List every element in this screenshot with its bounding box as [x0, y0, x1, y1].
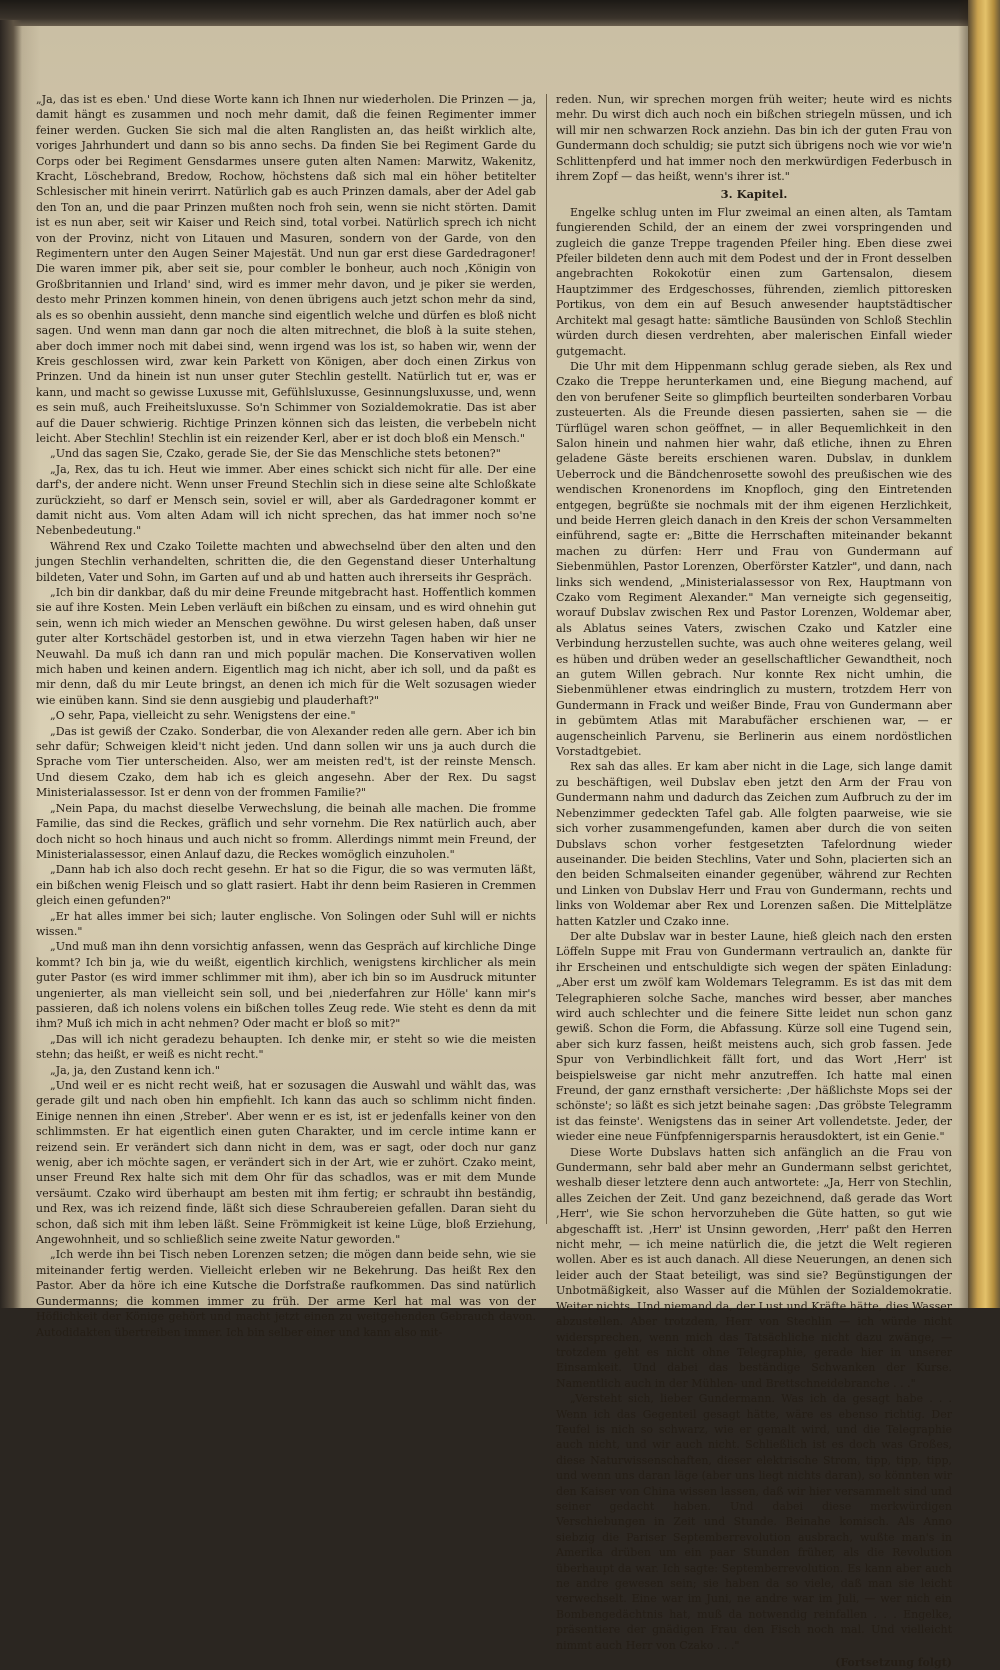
- paragraph: Während Rex und Czako Toilette machten und abwechselnd über den alten und den jungen Stechlin verhandelten, schritten die, die den Gegenstand dieser Unterhaltung bildeten, Vater und Sohn, im Garten auf und ab und hatten auch ihrerseits ihr Gespräch.: [36, 539, 536, 584]
- paragraph: „Nein Papa, du machst dieselbe Verwechslung, die beinah alle machen. Die fromme Familie, das sind die Reckes, gräflich und sehr vornehm. Die Rex natürlich auch, aber doch nicht so hoch hinaus und auch nicht so fromm. Allerdings nimmt mein Freund, der Ministerialassessor, einen Anlauf dazu, die Reckes womöglich einzuholen.": [36, 801, 536, 861]
- paragraph: „Und das sagen Sie, Czako, gerade Sie, der Sie das Menschliche stets betonen?": [50, 447, 501, 461]
- left-text-column: [36, 92, 536, 1339]
- binding-spine: [968, 0, 1000, 1308]
- paragraph: „Dann hab ich also doch recht gesehn. Er hat so die Figur, die so was vermuten läßt, ein bißchen wenig Fleisch und so glatt rasiert. Habt ihr denn beim Rasieren in Cremmen gleich einen gefunden?": [36, 863, 536, 908]
- paragraph: Der alte Dubslav war in bester Laune, hieß gleich nach den ersten Löffeln Suppe mit Frau von Gundermann vertraulich an, dankte für ihr Erscheinen und entschuldigte sich wegen der späten Einladung: „Aber erst um zwölf kam Woldemars Telegramm. Es ist das mit dem Telegraphieren solche Sache, manches wird besser, aber manches wird auch schlechter und die feinere Sitte leidet nun schon ganz gewiß. Schon die Form, die Abfassung. Kürze soll eine Tugend sein, aber sich kurz fassen, heißt meistens auch, sich grob fassen. Jede Spur von Verbindlichkeit fällt fort, und das Wort ‚Herr' ist beispielsweise gar nicht mehr anzutreffen. Ich hatte mal einen Freund, der ganz ernsthaft versicherte: ‚Der häßlichste Mops sei der schönste'; so läßt es sich jetzt beinahe sagen: ‚Das gröbste Telegramm ist das feinste'. Wenigstens das in seiner Art vollendetste. Jeder, der wieder eine neue Fünfpfennigersparnis herausdoktert, ist ein Genie.": [556, 929, 952, 1144]
- page-left-edge: [0, 20, 22, 1308]
- continuation-note: (Fortsetzung folgt): [835, 1656, 952, 1670]
- paragraph: Engelke schlug unten im Flur zweimal an einen alten, als Tamtam fungierenden Schild, der an einem der zwei vorspringenden und zugleich die ganze Treppe tragenden Pfeiler hing. Eben diese zwei Pfeiler bildeten denn auch mit dem Podest und der in Front desselben angebrachten Rokokotür einen zum Gartensalon, diesem Hauptzimmer des Erdgeschosses, führenden, ziemlich pittoresken Portikus, von dem ein auf Besuch anwesender hauptstädtischer Architekt mal gesagt hatte: sämtliche Bausünden von Schloß Stechlin würden durch diesen verdrehten, aber malerischen Einfall wieder gutgemacht.: [556, 205, 952, 358]
- paragraph: „Er hat alles immer bei sich; lauter englische. Von Solingen oder Suhl will er nichts wissen.": [36, 909, 536, 938]
- paragraph: Die Uhr mit dem Hippenmann schlug gerade sieben, als Rex und Czako die Treppe herunterkamen und, eine Biegung machend, auf den von berufener Seite so glimpflich beurteilten sonderbaren Vorbau zusteuerten. Als die Freunde diesen passierten, sahen sie — die Türflügel waren schon geöffnet, — in aller Bequemlichkeit in den Salon hinein und nahmen hier wahr, daß etliche, ihnen zu Ehren geladene Gäste bereits erschienen waren. Dubslav, in dunklem Ueberrock und die Bändchenrosette sowohl des preußischen wie des wendischen Kronenordens im Knopfloch, ging den Eintretenden entgegen, begrüßte sie nochmals mit der ihm eigenen Herzlichkeit, und beide Herren gleich danach in den Kreis der schon Versammelten einführend, sagte er: „Bitte die Herrschaften miteinander bekannt machen zu dürfen: Herr und Frau von Gundermann auf Siebenmühlen, Pastor Lorenzen, Oberförster Katzler", und dann, nach links sich wendend, „Ministerialassessor von Rex, Hauptmann von Czako vom Regiment Alexander." Man verneigte sich gegenseitig, worauf Dubslav zwischen Rex und Pastor Lorenzen, Woldemar aber, als Ablatus seines Vaters, zwischen Czako und Katzler eine Verbindung herzustellen suchte, was auch ohne weiteres gelang, weil es hüben und drüben weder an gesellschaftlicher Gewandtheit, noch an gutem Willen gebrach. Nur konnte Rex nicht umhin, die Siebenmühlener etwas eindringlich zu mustern, trotzdem Herr von Gundermann in Frack und weißer Binde, Frau von Gundermann aber in gebümtem Atlas mit Marabufächer erschienen war, — er augenscheinlich Parvenu, sie Berlinerin aus einem nordöstlichen Vorstadtgebiet.: [556, 359, 952, 759]
- top-shadow-band: [0, 0, 968, 26]
- paragraph: Diese Worte Dubslavs hatten sich anfänglich an die Frau von Gundermann, sehr bald aber mehr an Gundermann selbst gerichtet, weshalb dieser letztere denn auch antwortete: „Ja, Herr von Stechlin, alles Zeichen der Zeit. Und ganz bezeichnend, daß gerade das Wort ‚Herr', wie Sie schon hervorzuheben die Güte hatten, so gut wie abgeschafft ist. ‚Herr' ist Unsinn geworden, ‚Herr' paßt den Herren nicht mehr, — ich meine natürlich die, die jetzt die Welt regieren wollen. Aber es ist auch danach. All diese Neuerungen, an denen sich leider auch der Staat beteiligt, was sind sie? Begünstigungen der Unbotmäßigkeit, also Wasser auf die Mühlen der Sozialdemokratie. Weiter nichts. Und niemand da, der Lust und Kräfte hätte, dies Wasser abzustellen. Aber trotzdem, Herr von Stechlin — ich würde nicht widersprechen, wenn mich das Tatsächliche nicht dazu zwänge, — trotzdem geht es nicht ohne Telegraphie, gerade hier in unserer Einsamkeit. Und dabei das beständige Schwanken der Kurse. Namentlich auch in der Mühlen- und Brettschneidebranche . . .": [556, 1145, 952, 1390]
- paragraph: „Ja, ja, den Zustand kenn ich.": [50, 1063, 220, 1077]
- chapter-heading: 3. Kapitel.: [720, 187, 788, 202]
- paragraph: „Versteht sich, lieber Gundermann. Was ich da gesagt habe . . . Wenn ich das Gegenteil gesagt hätte, wäre es ebenso richtig. Der Teufel is nich so schwarz, wie er gemalt wird, und die Telegraphie auch nicht, und wir auch nicht. Schließlich ist es doch was Großes, diese Naturwissenschaften, dieser elektrische Strom, tipp, tipp, tipp, und wenn uns daran läge (aber uns liegt nichts daran), so könnten wir den Kaiser von China wissen lassen, daß wir hier versammelt sind und seiner gedacht haben. Und dabei diese merkwürdigen Verschiebungen in Zeit und Stunde. Beinahe komisch. Als Anno siebzig die Pariser Septemberrevolution ausbrach, wußte man's in Amerika drüben um ein paar Stunden früher, als die Revolution überhaupt da war. Ich sagte: Septemberrevolution. Es kann aber auch ne andre gewesen sein; sie haben da so viele, daß man sie leicht verwechselt. Eine war im Juni, ne andre war im Juli, — wer nich ein Bombengedächtnis hat, muß da notwendig reinfallen . . . Engelke, präsentiere der gnädigen Frau den Fisch noch mal. Und vielleicht nimmt auch Herr von Czako . . .": [556, 1392, 952, 1652]
- paragraph: „Das will ich nicht geradezu behaupten. Ich denke mir, er steht so wie die meisten stehn; das heißt, er weiß es nicht recht.": [36, 1032, 536, 1062]
- paragraph: „O sehr, Papa, vielleicht zu sehr. Wenigstens der eine.": [50, 709, 356, 723]
- paragraph: „Und weil er es nicht recht weiß, hat er sozusagen die Auswahl und wählt das, was gerade gilt und nach oben hin empfiehlt. Ich kann das auch so schlimm nicht finden. Einige nennen ihn einen ‚Streber'. Aber wenn er es ist, ist er jedenfalls keiner von den schlimmsten. Er hat eigentlich einen guten Charakter, und im cercle intime kann er reizend sein. Er verändert sich dann nicht in dem, was er sagt, oder doch nur ganz wenig, aber ich möchte sagen, er verändert sich in der Art, wie er zuhört. Czako meint, unser Freund Rex halte sich mit dem Ohr für das schadlos, was er mit dem Munde versäumt. Czako wird überhaupt am besten mit ihm fertig; er schraubt ihn beständig, und Rex, was ich reizend finde, läßt sich diese Schraubereien gefallen. Daran sieht du schon, daß sich mit ihm leben läßt. Seine Frömmigkeit ist keine Lüge, bloß Erziehung, Angewohnheit, und so schließlich seine zweite Natur geworden.": [36, 1079, 536, 1247]
- paragraph: Rex sah das alles. Er kam aber nicht in die Lage, sich lange damit zu beschäftigen, weil Dubslav eben jetzt den Arm der Frau von Gundermann nahm und dadurch das Zeichen zum Aufbruch zu der im Nebenzimmer gedeckten Tafel gab. Alle folgten paarweise, wie sie sich vorher zusammengefunden, kamen aber durch die von seiten Dubslavs schon vorher festgesetzten Tafelordnung wieder auseinander. Die beiden Stechlins, Vater und Sohn, placierten sich an den beiden Schmalseiten einander gegenüber, während zur Rechten und Linken von Dubslav Herr und Frau von Gundermann, rechts und links von Woldemar aber Rex und Lorenzen saßen. Die Mittelplätze hatten Katzler und Czako inne.: [556, 760, 952, 928]
- paragraph-intro: reden. Nun, wir sprechen morgen früh weiter; heute wird es nichts mehr. Du wirst dich auch noch ein bißchen striegeln müssen, und ich will mir nen schwarzen Rock anziehn. Das bin ich der guten Frau von Gundermann doch schuldig; sie putzt sich übrigens noch wie vor wie'n Schlittenpferd und hat immer noch den merkwürdigen Federbusch in ihrem Zopf — das heißt, wenn's ihrer ist.": [556, 93, 952, 184]
- paragraph: „Und muß man ihn denn vorsichtig anfassen, wenn das Gespräch auf kirchliche Dinge kommt? Ich bin ja, wie du weißt, eigentlich kirchlich, wenigstens kirchlicher als mein guter Pastor (es wird immer schlimmer mit ihm), aber ich bin so im Ausdruck mitunter ungenierter, als man vielleicht sein soll, und bei ‚niederfahren zur Hölle' kann mir's passieren, daß ich nolens volens ein bißchen tolles Zeug rede. Wie steht es denn da mit ihm? Muß ich mich in acht nehmen? Oder macht er bloß so mit?": [36, 940, 536, 1031]
- paragraph: „Ich bin dir dankbar, daß du mir deine Freunde mitgebracht hast. Hoffentlich kommen sie auf ihre Kosten. Mein Leben verläuft ein bißchen zu einsam, und es wird ohnehin gut sein, wenn ich mich wieder an Menschen gewöhne. Du wirst gelesen haben, daß unser guter alter Kortschädel gestorben ist, und in etwa vierzehn Tagen haben wir hier ne Neuwahl. Da muß ich dann ran und mich populär machen. Die Konservativen wollen mich haben und keinen andern. Eigentlich mag ich nicht, aber ich soll, und da paßt es mir denn, daß du mir Leute bringst, an denen ich mich für die Welt sozusagen wieder wie einüben kann. Sind sie denn ausgiebig und plauderhaft?": [36, 586, 536, 707]
- paragraph: „Ja, das ist es eben.' Und diese Worte kann ich Ihnen nur wiederholen. Die Prinzen — ja, damit hängt es zusammen und noch mehr damit, daß die feinen Regimenter immer feiner werden. Gucken Sie sich mal die alten Ranglisten an, das heißt wirklich alte, voriges Jahrhundert und dann so bis anno sechs. Da finden Sie bei Regiment Garde du Corps oder bei Regiment Gensdarmes unsere guten alten Namen: Marwitz, Wakenitz, Kracht, Löschebrand, Bredow, Rochow, höchstens daß sich mal ein höher betitelter Schlesischer mit hinein verirrt. Natürlich gab es auch Prinzen damals, aber der Adel gab den Ton an, und die paar Prinzen mußten noch froh sein, wenn sie nicht störten. Damit ist es nun aber, seit wir Kaiser und Reich sind, total vorbei. Natürlich sprech ich nicht von der Provinz, nicht von Litauen und Masuren, sondern von der Garde, von den Regimentern unter den Augen Seiner Majestät. Und nun gar erst diese Gardedragoner! Die waren immer pik, aber seit sie, pour combler le bonheur, auch noch ‚Königin von Großbritannien und Irland' sind, wird es immer mehr davon, und je piker sie werden, desto mehr Prinzen kommen hinein, von denen übrigens auch jetzt schon mehr da sind, als es so obenhin aussieht, denn manche sind eigentlich welche und dürfen es bloß nicht sagen. Und wenn man dann gar noch die alten mitrechnet, die bloß à la suite stehen, aber doch immer noch mit dabei sind, wenn irgend was los ist, so haben wir, wenn der Kreis geschlossen wird, zwar kein Parkett von Königen, aber doch einen Zirkus von Prinzen. Und da hinein ist nun unser guter Stechlin gestellt. Natürlich tut er, was er kann, und macht so gewisse Luxusse mit, Gefühlsluxusse, Gesinnungsluxusse, und, wenn es sein muß, auch Freiheitsluxusse. So'n Schimmer von Sozialdemokratie. Das ist aber auf die Dauer schwierig. Richtige Prinzen können sich das leisten, die verbebeln nicht leicht. Aber Stechlin! Stechlin ist ein reizender Kerl, aber er ist doch bloß ein Mensch.": [36, 93, 536, 445]
- paragraph: „Ja, Rex, das tu ich. Heut wie immer. Aber eines schickt sich nicht für alle. Der eine darf's, der andere nicht. Wenn unser Freund Stechlin sich in diese seine alte Schloßkate zurückzieht, so darf er Mensch sein, soviel er will, aber als Gardedragoner kommt er damit nicht aus. Vom alten Adam will ich nicht sprechen, das hat immer noch so'ne Nebenbedeutung.": [36, 462, 536, 538]
- paragraph: „Ich werde ihn bei Tisch neben Lorenzen setzen; die mögen dann beide sehn, wie sie miteinander fertig werden. Vielleicht erleben wir ne Bekehrung. Das heißt Rex den Pastor. Aber da höre ich eine Kutsche die Dorfstraße raufkommen. Das sind natürlich Gundermanns; die kommen immer zu früh. Der arme Kerl hat mal was von der Höflichkeit der Könige gehört und macht jetzt einen zu weitgehenden Gebrauch davon. Autodidakten übertreiben immer. Ich bin selber einer und kann also mit-: [36, 1248, 536, 1339]
- column-divider: [546, 94, 547, 1224]
- paragraph: „Das ist gewiß der Czako. Sonderbar, die von Alexander reden alle gern. Aber ich bin sehr dafür; Schweigen kleid't nicht jeden. Und dann sollen wir uns ja auch durch die Sprache vom Tier unterscheiden. Also, wer am meisten red't, ist der reinste Mensch. Und diesem Czako, dem hab ich es gleich angesehn. Aber der Rex. Du sagst Ministerialassessor. Ist er denn von der frommen Familie?": [36, 724, 536, 800]
- right-text-column: [556, 92, 952, 1670]
